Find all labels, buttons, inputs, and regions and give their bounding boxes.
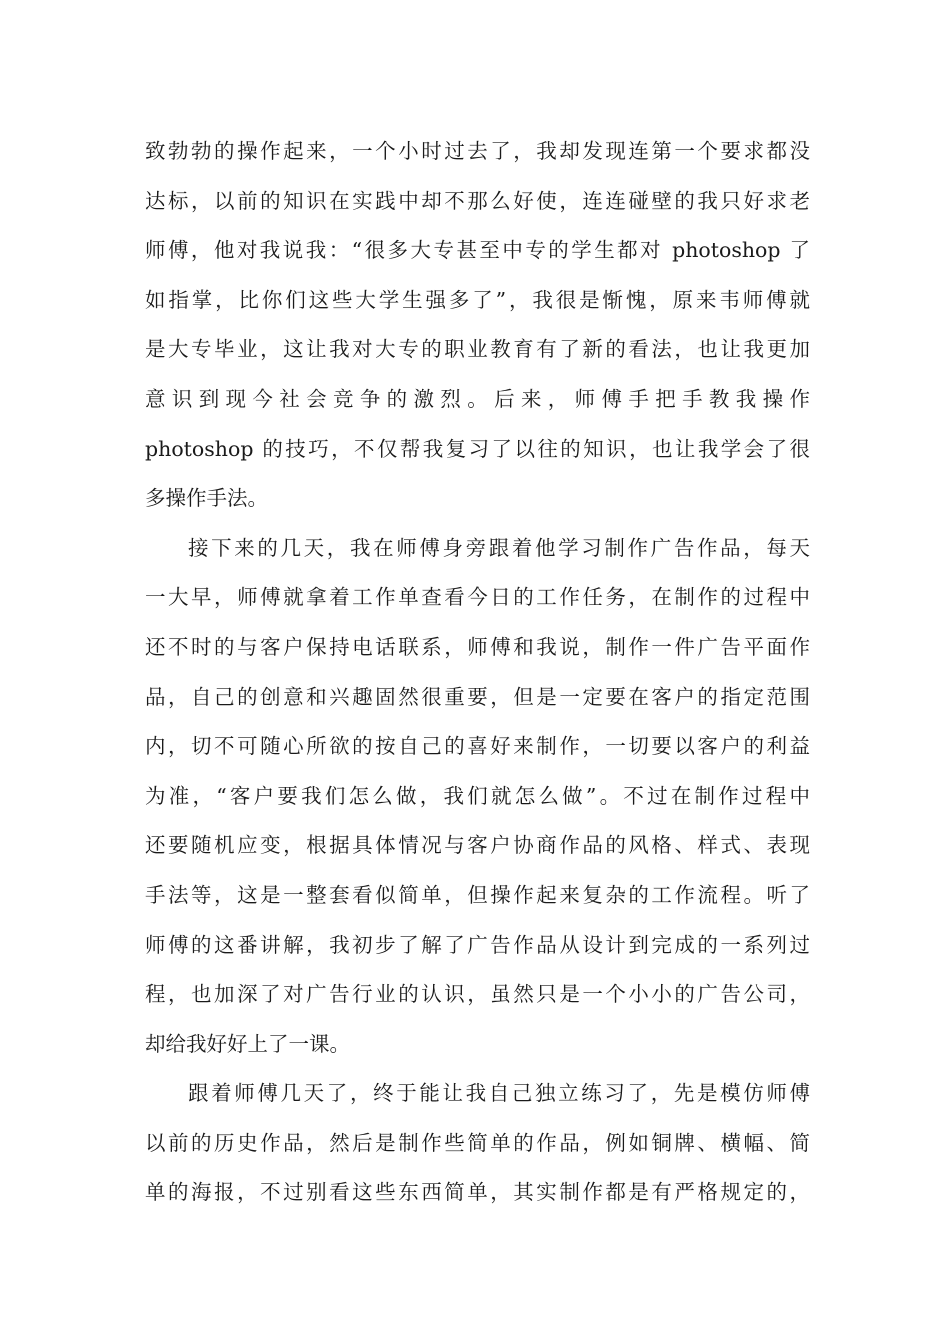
text-line: 致勃勃的操作起来，一个小时过去了，我却发现连第一个要求都没 [145,139,810,163]
text-line: 多操作手法。 [145,486,268,511]
text-line: 内，切不可随心所欲的按自己的喜好来制作，一切要以客户的利益 [145,734,810,759]
text-line: 手法等，这是一整套看似简单，但操作起来复杂的工作流程。听了 [145,882,810,907]
paragraph [145,127,810,524]
text-line: 师傅，他对我说我：“很多大专甚至中专的学生都对 photoshop 了 [145,238,810,263]
text-line: photoshop 的技巧，不仅帮我复习了以往的知识，也让我学会了很 [145,436,810,461]
text-line: 接下来的几天，我在师傅身旁跟着他学习制作广告作品，每天 [188,535,810,560]
text-line: 一大早，师傅就拿着工作单查看今日的工作任务，在制作的过程中 [145,585,810,610]
text-line: 达标，以前的知识在实践中却不那么好使，连连碰壁的我只好求老 [145,188,810,213]
text-line: 却给我好好上了一课。 [145,1031,350,1056]
text-line: 还不时的与客户保持电话联系，师傅和我说，制作一件广告平面作 [145,634,810,659]
paragraph [145,1069,810,1218]
text-line: 还要随机应变，根据具体情况与客户协商作品的风格、样式、表现 [145,833,810,858]
body-text [145,127,810,1218]
text-line: 是大专毕业，这让我对大专的职业教育有了新的看法，也让我更加 [145,337,810,362]
text-line: 单的海报，不过别看这些东西简单，其实制作都是有严格规定的， [145,1180,810,1205]
paragraph [145,524,810,1070]
text-line: 以前的历史作品，然后是制作些简单的作品，例如铜牌、横幅、简 [145,1130,810,1155]
text-line: 品，自己的创意和兴趣固然很重要，但是一定要在客户的指定范围 [145,684,810,709]
text-line: 师傅的这番讲解，我初步了解了广告作品从设计到完成的一系列过 [145,932,810,957]
text-line: 跟着师傅几天了，终于能让我自己独立练习了，先是模仿师傅 [188,1081,810,1106]
text-line: 为准，“客户要我们怎么做，我们就怎么做”。不过在制作过程中 [145,783,810,808]
text-line: 程，也加深了对广告行业的认识，虽然只是一个小小的广告公司， [145,982,810,1007]
text-line: 如指掌，比你们这些大学生强多了”，我很是惭愧，原来韦师傅就 [145,287,810,312]
text-line: 意识到现今社会竞争的激烈。后来，师傅手把手教我操作 [145,386,810,411]
